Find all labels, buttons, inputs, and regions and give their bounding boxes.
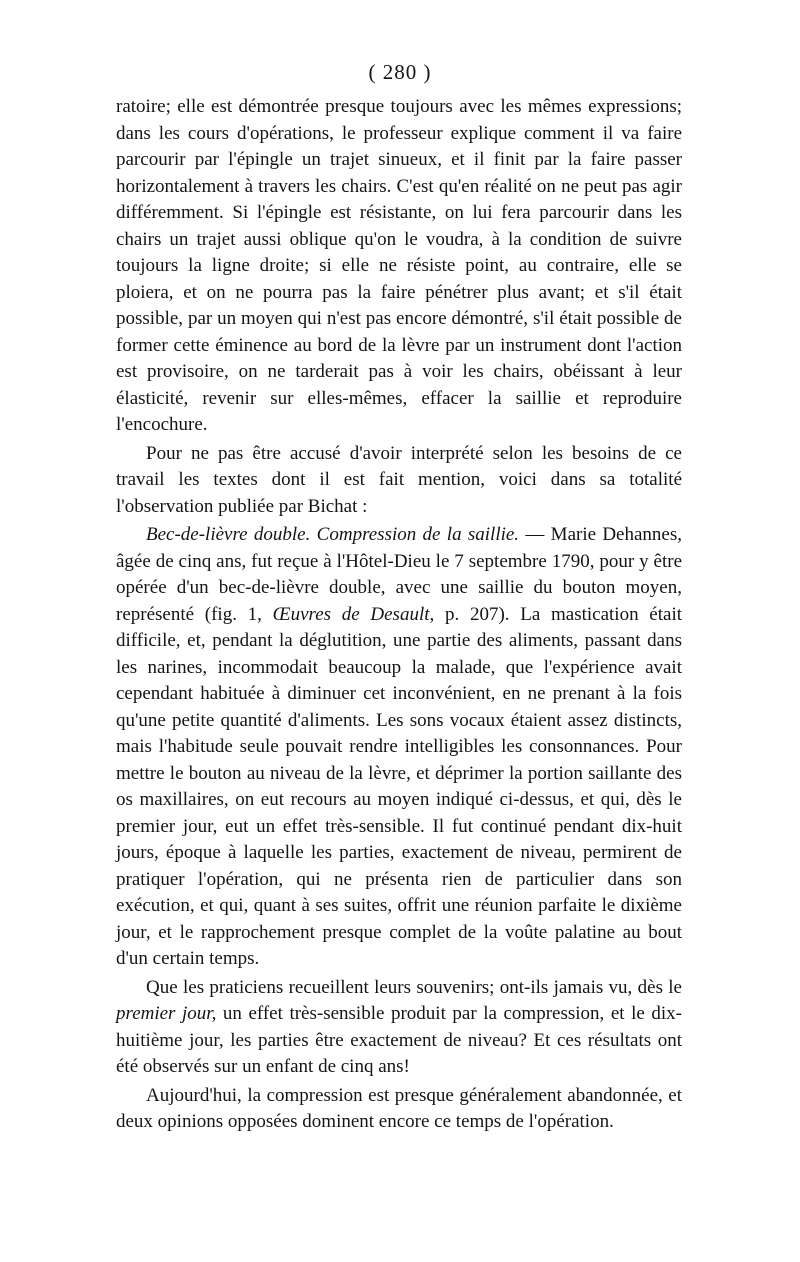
page-number: ( 280 ) [368,60,432,84]
observation-reference: Œuvres de Desault [272,603,430,625]
paragraph-1: ratoire; elle est démontrée presque toujours avec les mêmes expressions; dans les cours d'opérations, le professeur explique comment il va faire parcourir par l'épingle un trajet sinueux, et il finit par la faire passer horizontalement à travers les chairs. C'est qu'en réalité on ne peut pas agir différemment. Si l'épingle est résistante, on lui fera parcourir dans les chairs un trajet aussi oblique qu'on le voudra, à la condition de suivre toujours la ligne droite; si elle ne résiste point, au contraire, elle se ploiera, et on ne pourra pas la faire pénétrer plus avant; et s'il était possible, par un moyen qui n'est pas encore démontré, s'il était possible de former cette éminence au bord de la lèvre par un instrument dont l'action est provisoire, on ne tarderait pas à voir les chairs, obéissant à leur élasticité, revenir sur elles-mêmes, effacer la saillie et reproduire l'encochure. [116,96,682,435]
observation-text-end: , p. 207). La mastication était difficile, et, pendant la déglutition, une partie des aliments, passant dans les narines, incommodait beaucoup la malade, que l'expérience avait cependant habituée à diminuer cet inconvénient, en ne prenant à la fois qu'une petite quantité d'aliments. Les sons vocaux étaient assez distincts, mais l'habitude seule pouvait rendre intelligibles les consonnances. Pour mettre le bouton au niveau de la lèvre, et déprimer la portion saillante des os maxillaires, on eut recours au moyen indiqué ci-dessus, et qui, dès le premier jour, eut un effet très-sensible. Il fut continué pendant dix-huit jours, époque à laquelle les parties, exactement de niveau, permirent de pratiquer l'opération, qui ne présenta rien de particulier dans son exécution, et qui, quant à ses suites, offrit une réunion parfaite le dixième jour, et le rapprochement presque complet de la voûte palatine au bout d'un certain temps. [116,603,683,969]
observation-title: Bec-de-lièvre double. Compression de la saillie. [146,524,520,545]
paragraph-4 [116,975,682,1081]
paragraph-4-start: Que les praticiens recueillent leurs souvenirs; ont-ils jamais vu, dès le [146,976,682,998]
paragraph-4-emphasis: premier jour, [116,1003,217,1024]
body-text [116,94,682,1138]
paragraph-4-end: un effet très-sensible produit par la compression, et le dix-huitième jour, les parties être exactement de niveau? Et ces résultats ont été observés sur un enfant de cinq ans! [116,1003,682,1077]
paragraph-3-observation [116,522,682,973]
observation-text-start: Marie Dehannes, âgée de cinq ans, fut reçue à l'Hôtel-Dieu le 7 septembre 1790, pour y être opérée d'un bec-de-lièvre double, avec une saillie du bouton moyen, représenté (fig. 1, [116,524,683,625]
paragraph-5: Aujourd'hui, la compression est presque généralement abandonnée, et deux opinions opposées dominent encore ce temps de l'opération. [116,1084,682,1132]
paragraph-2: Pour ne pas être accusé d'avoir interprété selon les besoins de ce travail les textes dont il est fait mention, voici dans sa totalité l'observation publiée par Bichat : [116,442,682,517]
observation-dash: — [519,524,551,545]
